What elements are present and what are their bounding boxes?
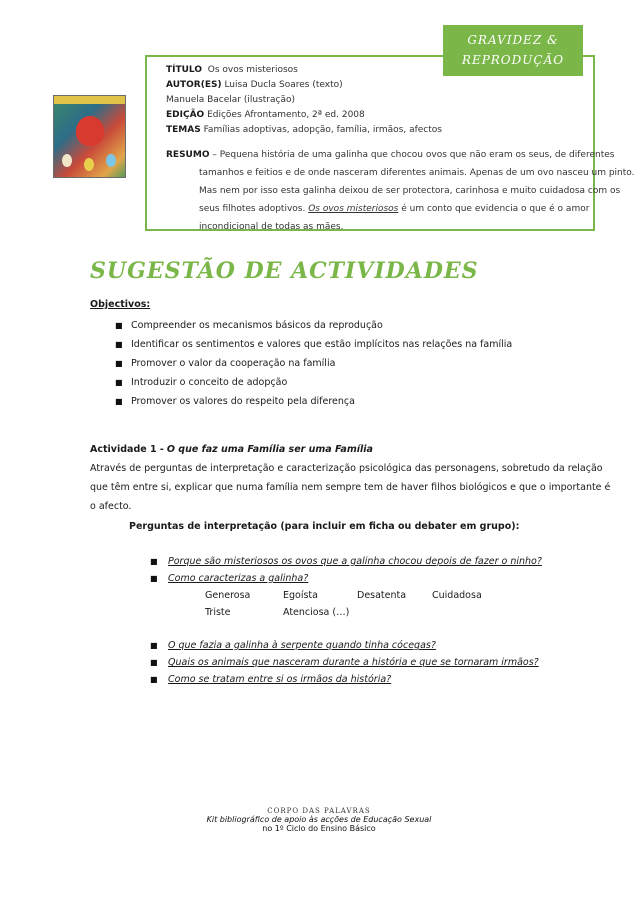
- book-author: Luisa Ducla Soares (texto): [224, 80, 343, 90]
- activity-text-line-2: que têm entre si, explicar que numa família nem sempre tem de haver filhos biológicos e que o importante é: [90, 482, 611, 493]
- bullet-icon: ■: [115, 397, 123, 406]
- trait-cuidadosa: Cuidadosa: [432, 590, 482, 601]
- question-3: O que fazia a galinha à serpente quando tinha cócegas?: [168, 640, 436, 651]
- summary-line-1: RESUMO – Pequena história de uma galinha que chocou ovos que não eram os seus, de diferentes: [166, 150, 615, 160]
- summary-line-2: tamanhos e feitios e de onde nasceram diferentes animais. Apenas de um ovo nasceu um pinto.: [199, 168, 635, 178]
- book-title: Os ovos misteriosos: [207, 65, 298, 75]
- question-1: Porque são misteriosos os ovos que a galinha chocou depois de fazer o ninho?: [168, 556, 542, 567]
- book-themes-line: [166, 123, 442, 138]
- question-4: Quais os animais que nasceram durante a história e que se tornaram irmãos?: [168, 657, 539, 668]
- bullet-icon: ■: [150, 557, 158, 566]
- book-illustrator: Manuela Bacelar (ilustração): [166, 95, 295, 105]
- trait-egoista: Egoísta: [283, 590, 318, 601]
- book-author-line: [166, 78, 343, 93]
- activity-text-line-3: o afecto.: [90, 501, 132, 512]
- question-5: Como se tratam entre si os irmãos da história?: [168, 674, 392, 685]
- book-edition-line: [166, 108, 365, 123]
- bullet-icon: ■: [150, 574, 158, 583]
- theme-tag-line2: REPRODUÇÃO: [461, 53, 565, 67]
- hen-illustration: [76, 116, 104, 146]
- summary-line-4: seus filhotes adoptivos. Os ovos misteriosos é um conto que evidencia o que é o amor: [199, 204, 590, 214]
- question-2: Como caracterizas a galinha?: [168, 573, 309, 584]
- activity-label: Actividade 1 -: [90, 444, 164, 455]
- questions-heading: Perguntas de interpretação (para incluir em ficha ou debater em grupo):: [129, 521, 520, 532]
- bullet-icon: ■: [150, 675, 158, 684]
- objective-item-1: Compreender os mecanismos básicos da reprodução: [131, 320, 383, 331]
- summary-line-3: Mas nem por isso esta galinha deixou de ser protectora, carinhosa e muito cuidadosa com os: [199, 186, 621, 196]
- footer: [0, 807, 638, 833]
- book-cover-image: [53, 95, 126, 178]
- summary-book-title: Os ovos misteriosos: [308, 204, 399, 214]
- section-title: SUGESTÃO DE ACTIVIDADES: [90, 258, 479, 284]
- bullet-icon: ■: [115, 321, 123, 330]
- theme-tag: [443, 25, 583, 76]
- trait-generosa: Generosa: [205, 590, 251, 601]
- footer-line-1: Kit bibliográfico de apoio às acções de Educação Sexual: [206, 815, 432, 824]
- summary-label: RESUMO: [166, 150, 210, 160]
- bullet-icon: ■: [115, 340, 123, 349]
- themes-label: TEMAS: [166, 125, 201, 135]
- footer-brand: CORPO DAS PALAVRAS: [267, 807, 371, 815]
- author-label: AUTOR(ES): [166, 80, 222, 90]
- book-themes: Famílias adoptivas, adopção, família, irmãos, afectos: [203, 125, 442, 135]
- activity-text-line-1: Através de perguntas de interpretação e caracterização psicológica das personagens, sobretudo da relação: [90, 463, 603, 474]
- objective-item-4: Introduzir o conceito de adopção: [131, 377, 288, 388]
- trait-atenciosa: Atenciosa (…): [283, 607, 350, 618]
- objectives-heading: Objectivos:: [90, 299, 151, 310]
- title-label: TÍTULO: [166, 65, 202, 75]
- objective-item-2: Identificar os sentimentos e valores que estão implícitos nas relações na família: [131, 339, 513, 350]
- bullet-icon: ■: [150, 658, 158, 667]
- trait-desatenta: Desatenta: [357, 590, 407, 601]
- trait-triste: Triste: [205, 607, 231, 618]
- book-edition: Edições Afrontamento, 2ª ed. 2008: [207, 110, 365, 120]
- activity-title: O que faz uma Família ser uma Família: [166, 444, 373, 455]
- book-title-line: [166, 63, 298, 78]
- bullet-icon: ■: [150, 641, 158, 650]
- activity-heading: [90, 443, 373, 457]
- bullet-icon: ■: [115, 359, 123, 368]
- theme-tag-line1: GRAVIDEZ &: [467, 33, 559, 47]
- objective-item-3: Promover o valor da cooperação na família: [131, 358, 336, 369]
- objective-item-5: Promover os valores do respeito pela diferença: [131, 396, 355, 407]
- bullet-icon: ■: [115, 378, 123, 387]
- footer-line-2: no 1º Ciclo do Ensino Básico: [262, 824, 376, 833]
- edition-label: EDIÇÃO: [166, 110, 205, 120]
- summary-line-5: incondicional de todas as mães.: [199, 222, 344, 232]
